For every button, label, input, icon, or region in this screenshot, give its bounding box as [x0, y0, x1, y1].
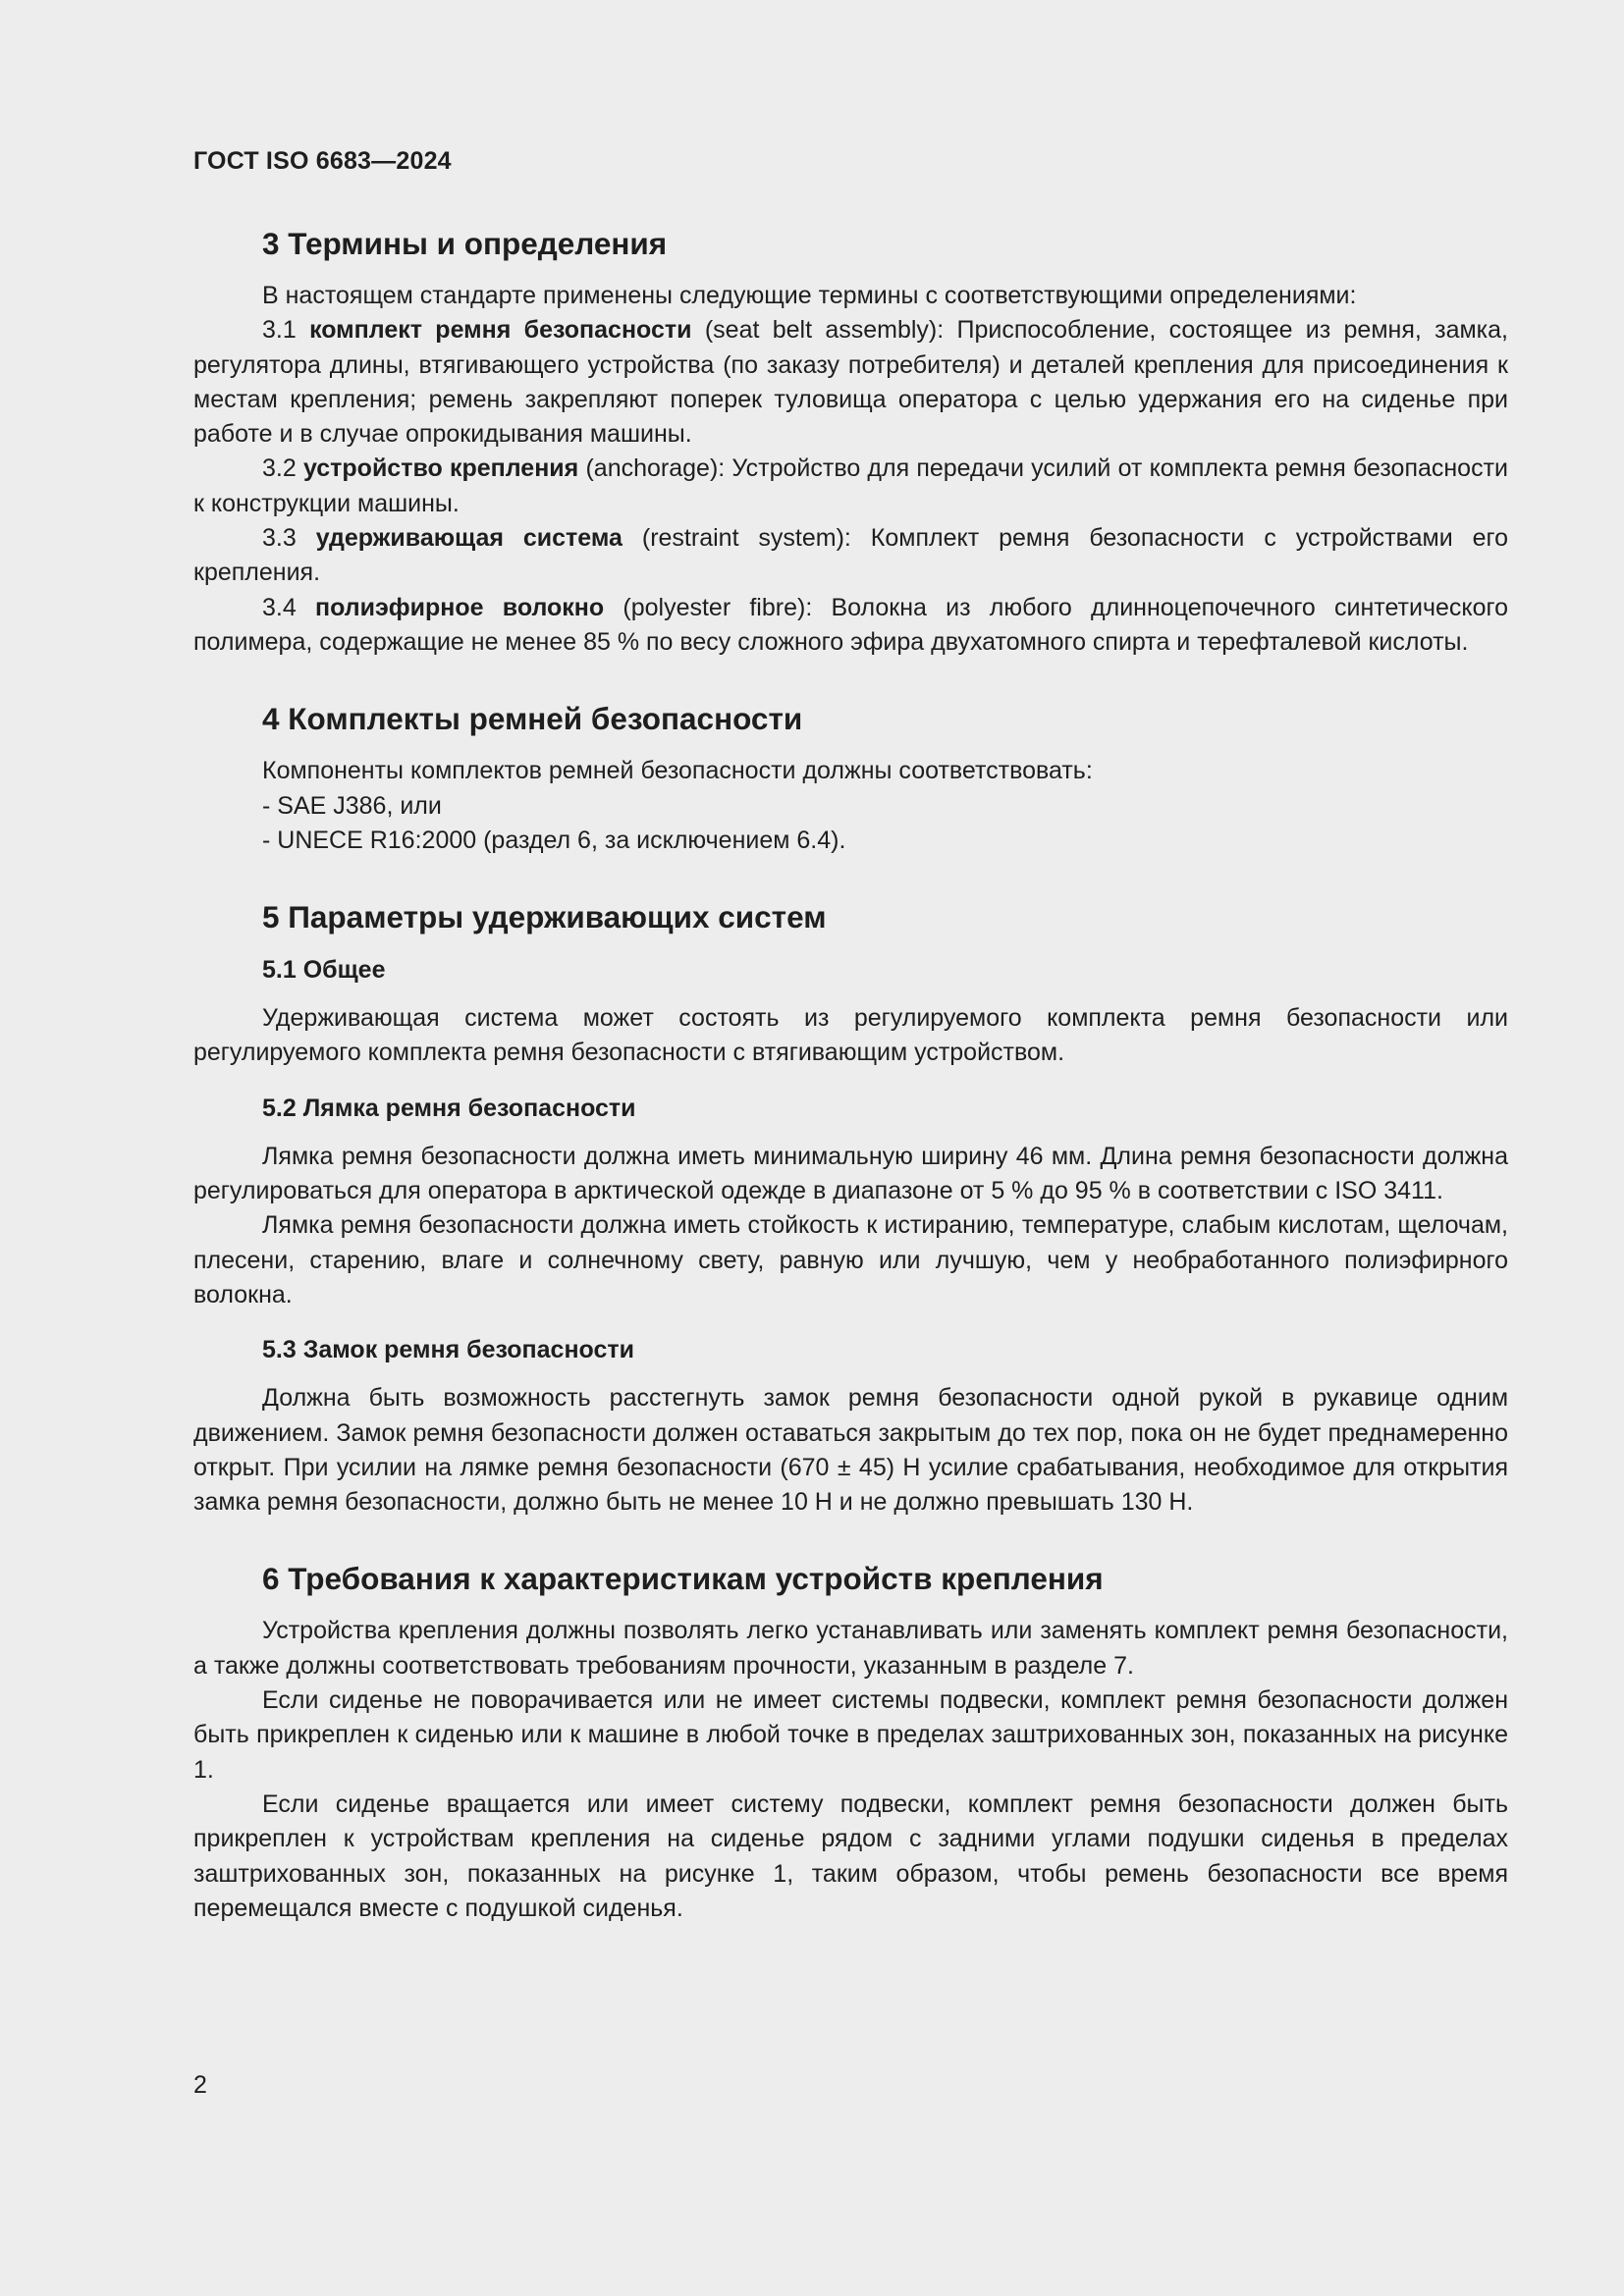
section-5-heading: 5 Параметры удерживающих систем — [262, 899, 827, 935]
term-definition: (seat belt assembly): Приспособление, состоящее из ремня, замка, регулятора длины, втягивающего устройства (по заказу потребителя) и деталей крепления для присоединения к местам крепления; ремень закрепляют поперек туловища оператора с целью удержания его на сиденье при работе и в случае опрокидывания машины. — [193, 316, 1508, 449]
term-3-3 — [193, 521, 1508, 591]
paragraph: Если сиденье не поворачивается или не имеет системы подвески, комплект ремня безопасности должен быть прикреплен к сиденью или к машине в любой точке в пределах заштрихованных зон, показанных на рисунке 1. — [193, 1686, 1508, 1784]
term-number: 3.4 — [262, 593, 315, 621]
section-4-heading: 4 Комплекты ремней безопасности — [262, 701, 803, 737]
list-item: - SAE J386, или — [262, 791, 442, 820]
term-name: устройство крепления — [302, 454, 579, 483]
term-3-2 — [193, 452, 1508, 521]
term-definition: (polyester fibre): Волокна из любого длинноцепочечного синтетического полимера, содержащие не менее 85 % по весу сложного эфира двухатомного спирта и терефталевой кислоты. — [193, 593, 1508, 656]
paragraph: Должна быть возможность расстегнуть замок ремня безопасности одной рукой в рукавице одним движением. Замок ремня безопасности должен оставаться закрытым до тех пор, пока он не будет преднамеренно открыт. При усилии на лямке ремня безопасности (670 ± 45) Н усилие срабатывания, необходимое для открытия замка ремня безопасности, должно быть не менее 10 Н и не должно превышать 130 Н. — [193, 1384, 1508, 1517]
section-4-intro: Компоненты комплектов ремней безопасности должны соответствовать: — [262, 757, 1093, 785]
section-6-heading: 6 Требования к характеристикам устройств крепления — [262, 1561, 1104, 1597]
section-3-heading: 3 Термины и определения — [262, 226, 668, 261]
term-3-4 — [193, 591, 1508, 661]
term-number: 3.3 — [262, 524, 316, 553]
list-item: - UNECE R16:2000 (раздел 6, за исключением 6.4). — [262, 826, 846, 854]
subsection-5-2-heading: 5.2 Лямка ремня безопасности — [262, 1094, 636, 1122]
paragraph: Лямка ремня безопасности должна иметь минимальную ширину 46 мм. Длина ремня безопасности должна регулироваться для оператора в арктической одежде в диапазоне от 5 % до 95 % в соответствии с ISO 3411. — [193, 1142, 1508, 1205]
paragraph: Если сиденье вращается или имеет систему подвески, комплект ремня безопасности должен быть прикреплен к устройствам крепления на сиденье рядом с задними углами подушки сиденья в пределах заштрихованных зон, показанных на рисунке 1, таким образом, чтобы ремень безопасности все время перемещался вместе с подушкой сиденья. — [193, 1789, 1508, 1922]
term-number: 3.2 — [262, 454, 303, 483]
term-number: 3.1 — [262, 316, 310, 345]
paragraph: Удерживающая система может состоять из регулируемого комплекта ремня безопасности или регулируемого комплекта ремня безопасности с втягивающим устройством. — [193, 1004, 1508, 1067]
paragraph: Устройства крепления должны позволять легко устанавливать или заменять комплект ремня безопасности, а также должны соответствовать требованиям прочности, указанным в разделе 7. — [193, 1617, 1508, 1680]
term-name: полиэфирное волокно — [314, 593, 605, 621]
page-number: 2 — [193, 2071, 207, 2099]
term-name: комплект ремня безопасности — [309, 316, 692, 345]
term-definition: (restraint system): Комплект ремня безопасности с устройствами его крепления. — [193, 524, 1508, 587]
subsection-5-1-heading: 5.1 Общее — [262, 956, 386, 985]
term-3-1 — [193, 313, 1508, 452]
page-content — [193, 222, 1508, 1926]
term-definition: (anchorage): Устройство для передачи усилий от комплекта ремня безопасности к конструкции машины. — [193, 454, 1509, 517]
subsection-5-3-heading: 5.3 Замок ремня безопасности — [262, 1336, 635, 1364]
document-header: ГОСТ ISO 6683—2024 — [193, 147, 452, 175]
term-name: удерживающая система — [315, 524, 623, 553]
section-3-intro: В настоящем стандарте применены следующие термины с соответствующими определениями: — [262, 282, 1357, 309]
paragraph: Лямка ремня безопасности должна иметь стойкость к истиранию, температуре, слабым кислотам, щелочам, плесени, старению, влаге и солнечному свету, равную или лучшую, чем у необработанного полиэфирного волокна. — [193, 1211, 1508, 1308]
